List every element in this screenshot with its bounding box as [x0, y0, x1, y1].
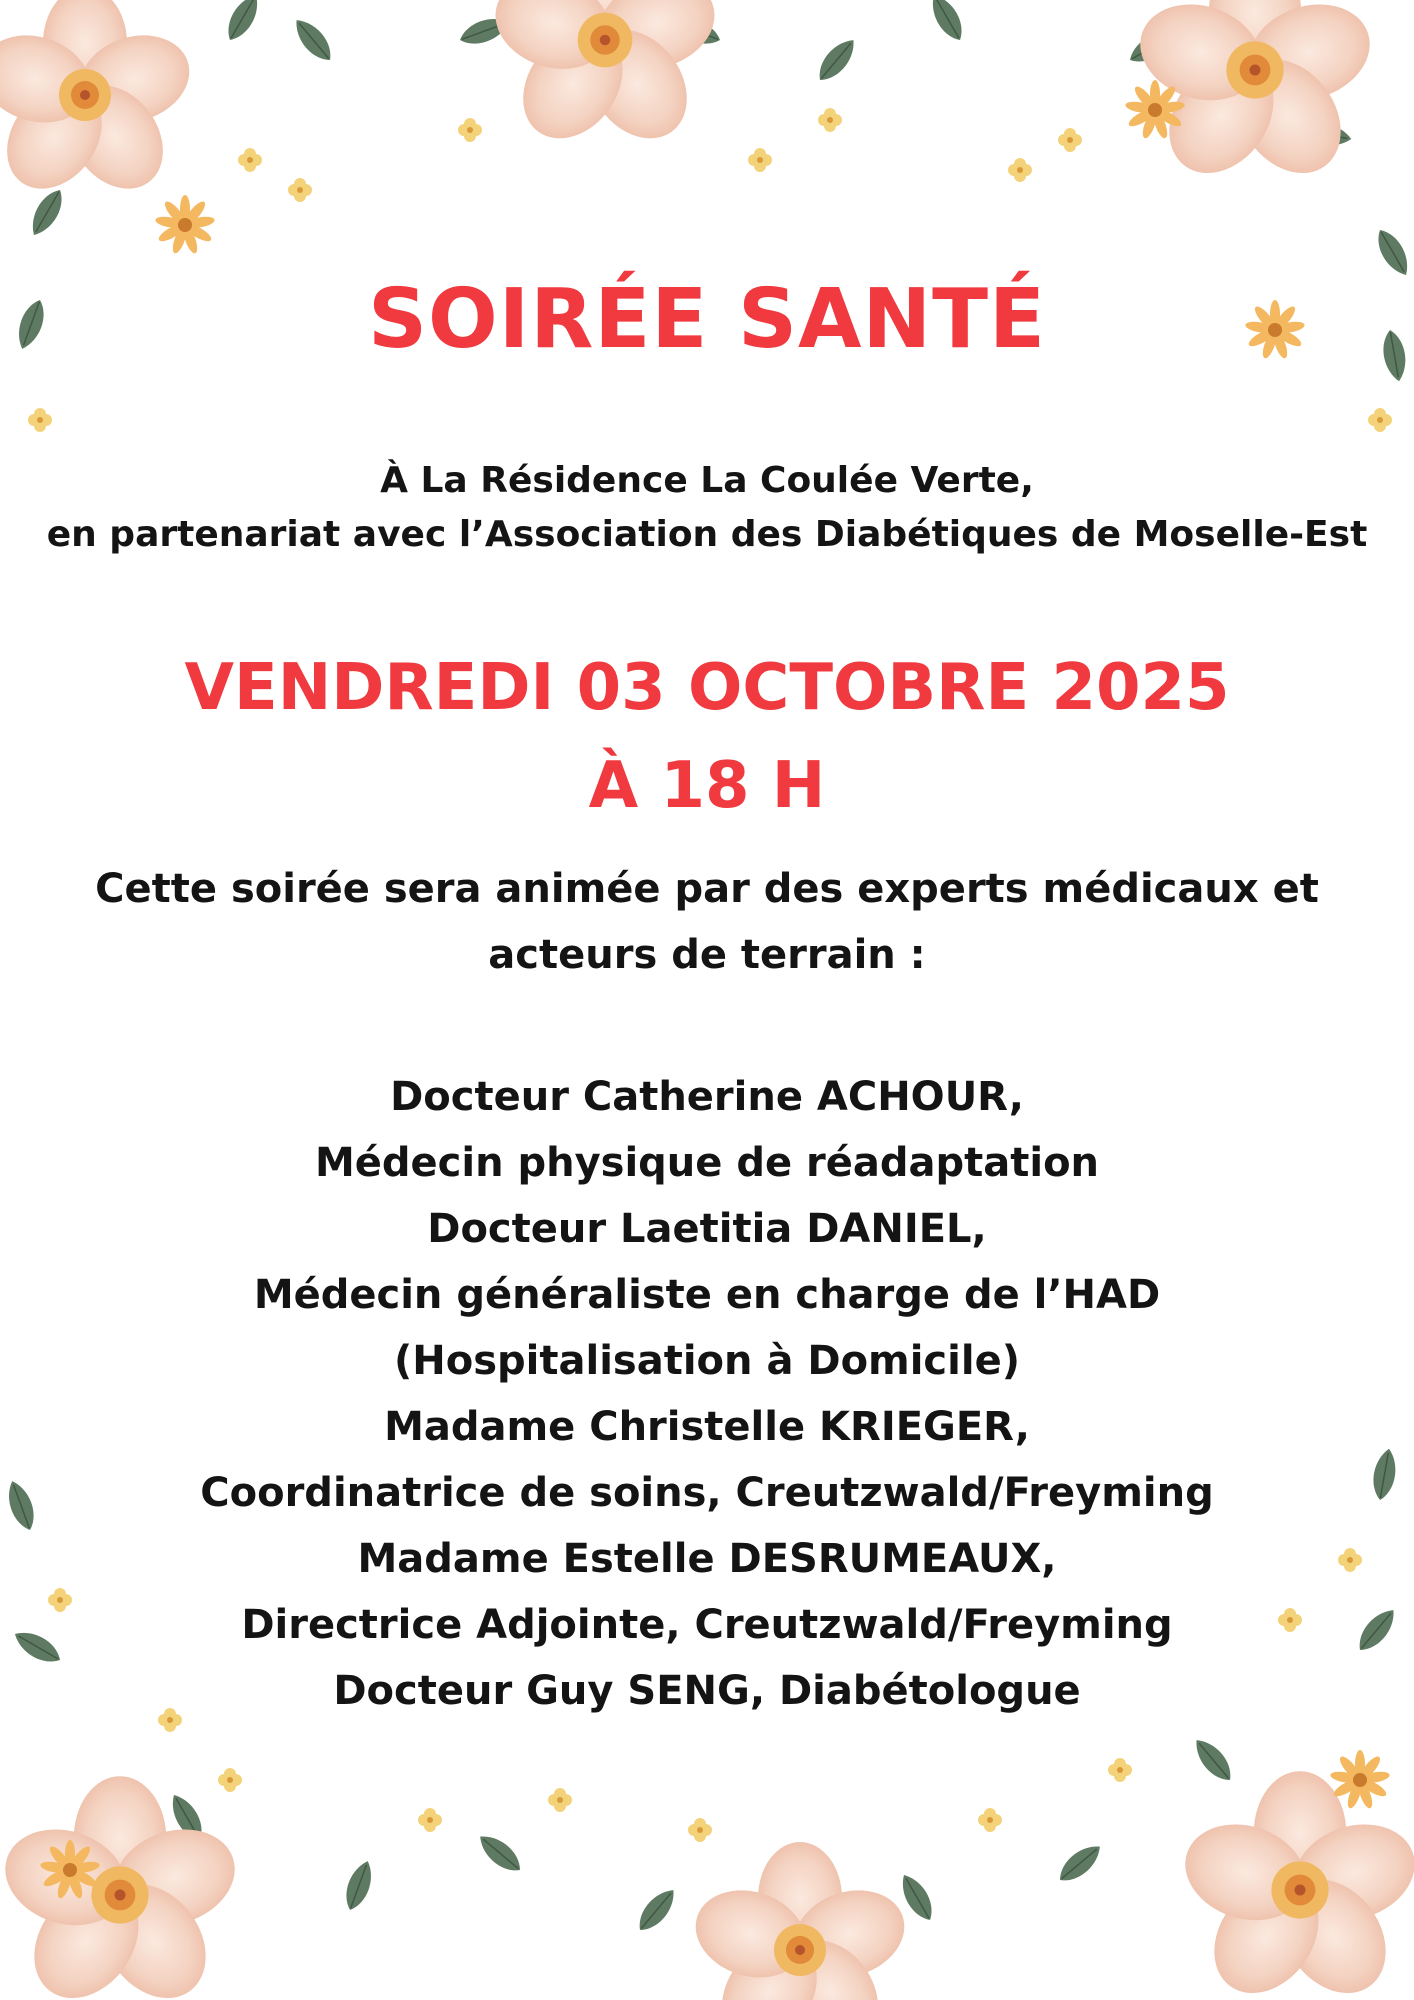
- speaker-line: Docteur Laetitia DANIEL,: [427, 1206, 987, 1252]
- speaker-line: Directrice Adjointe, Creutzwald/Freyming: [241, 1602, 1173, 1648]
- event-title: SOIRÉE SANTÉ: [367, 272, 1047, 367]
- intro-text-line2: acteurs de terrain :: [488, 932, 926, 978]
- intro-text-line1: Cette soirée sera animée par des experts médicaux et: [95, 866, 1319, 912]
- speaker-line: Docteur Guy SENG, Diabétologue: [333, 1668, 1081, 1714]
- speaker-list: [0, 1064, 1414, 1724]
- speaker-line: Docteur Catherine ACHOUR,: [390, 1074, 1024, 1120]
- venue-line: À La Résidence La Coulée Verte,: [380, 460, 1034, 501]
- event-time: À 18 H: [588, 749, 826, 823]
- speaker-line: Coordinatrice de soins, Creutzwald/Freyming: [200, 1470, 1214, 1516]
- event-date: VENDREDI 03 OCTOBRE 2025: [184, 651, 1230, 725]
- speaker-line: Madame Estelle DESRUMEAUX,: [357, 1536, 1057, 1582]
- speaker-line: Médecin généraliste en charge de l’HAD: [253, 1272, 1161, 1318]
- speaker-line: Médecin physique de réadaptation: [314, 1140, 1100, 1186]
- partnership-line: en partenariat avec l’Association des Diabétiques de Moselle-Est: [46, 514, 1368, 555]
- speaker-line: Madame Christelle KRIEGER,: [384, 1404, 1030, 1450]
- speaker-line: (Hospitalisation à Domicile): [394, 1338, 1020, 1384]
- top-floral-garland: [0, 0, 1414, 432]
